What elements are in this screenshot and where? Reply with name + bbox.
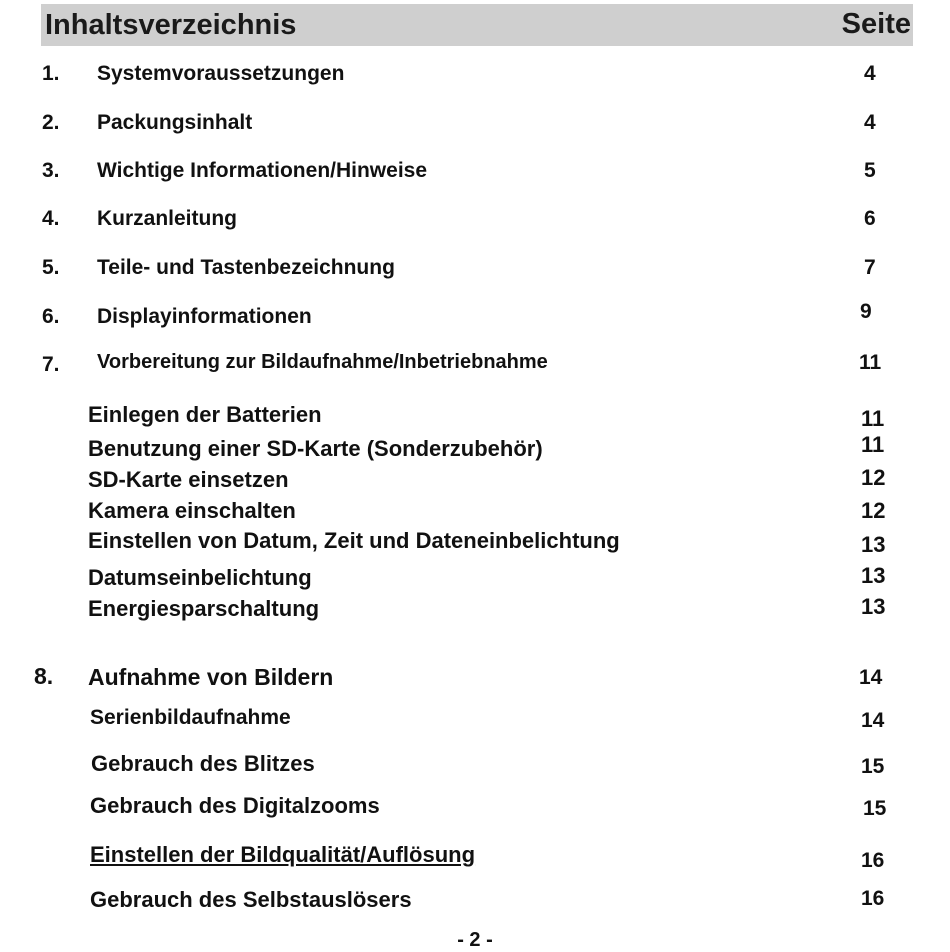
toc-subentry-title[interactable]: Gebrauch des Blitzes <box>91 751 315 776</box>
toc-number: 3. <box>42 159 60 182</box>
toc-heading: Inhaltsverzeichnis <box>45 9 297 41</box>
toc-subentry-page: 12 <box>861 498 886 523</box>
toc-number: 8. <box>34 663 54 689</box>
toc-subentry-title[interactable]: Gebrauch des Selbstauslösers <box>90 887 412 912</box>
toc-subentry-title[interactable]: Energiesparschaltung <box>88 596 320 621</box>
toc-entry-title[interactable]: Packungsinhalt <box>97 111 253 134</box>
toc-entry-title[interactable]: Aufnahme von Bildern <box>88 664 334 690</box>
toc-subentry-title[interactable]: Einstellen der Bildqualität/Auflösung <box>90 842 476 867</box>
toc-subentry-page: 16 <box>861 887 885 910</box>
toc-entry-title[interactable]: Vorbereitung zur Bildaufnahme/Inbetriebnahme <box>97 351 548 373</box>
toc-subentry-page: 14 <box>861 709 885 732</box>
toc-subentry-page: 12 <box>861 465 886 490</box>
toc-entry-page: 6 <box>864 207 876 230</box>
toc-subentry-page: 11 <box>861 406 885 431</box>
toc-number: 6. <box>42 305 60 328</box>
toc-entry-title[interactable]: Kurzanleitung <box>97 207 237 230</box>
toc-subentry-page: 13 <box>861 563 886 588</box>
toc-subentry-title[interactable]: Benutzung einer SD-Karte (Sonderzubehör) <box>88 436 543 461</box>
toc-subentry-title[interactable]: Datumseinbelichtung <box>88 565 312 590</box>
toc-subentry-title[interactable]: Kamera einschalten <box>88 498 296 523</box>
toc-subentry-page: 15 <box>861 755 885 778</box>
toc-subentry-page: 16 <box>861 849 885 872</box>
toc-entry-title[interactable]: Wichtige Informationen/Hinweise <box>97 159 428 182</box>
toc-subentry-title[interactable]: Einstellen von Datum, Zeit und Dateneinbelichtung <box>88 528 620 553</box>
toc-entry-page: 11 <box>859 351 882 374</box>
toc-subentry-page: 13 <box>861 594 886 619</box>
toc-entry-title[interactable]: Displayinformationen <box>97 305 312 328</box>
toc-subentry-page: 11 <box>861 432 885 457</box>
page-column-heading: Seite <box>841 8 911 40</box>
toc-subentry-title[interactable]: Serienbildaufnahme <box>90 706 291 729</box>
toc-subentry-page: 15 <box>863 797 887 820</box>
toc-entry-page: 14 <box>859 666 883 689</box>
toc-entry-page: 4 <box>864 62 876 85</box>
toc-entry-page: 5 <box>864 159 876 182</box>
toc-number: 5. <box>42 256 60 279</box>
toc-number: 4. <box>42 207 60 230</box>
toc-entry-title[interactable]: Teile- und Tastenbezeichnung <box>97 256 395 279</box>
toc-number: 1. <box>42 62 60 85</box>
toc-entry-page: 9 <box>860 300 872 323</box>
toc-subentry-title[interactable]: SD-Karte einsetzen <box>88 467 289 492</box>
toc-subentry-title[interactable]: Gebrauch des Digitalzooms <box>90 793 380 818</box>
toc-number: 7. <box>42 353 60 376</box>
toc-entry-page: 7 <box>864 256 876 279</box>
toc-subentry-page: 13 <box>861 532 886 557</box>
toc-subentry-title[interactable]: Einlegen der Batterien <box>88 402 322 427</box>
page-number: - 2 - <box>457 929 493 951</box>
toc-entry-title[interactable]: Systemvoraussetzungen <box>97 62 345 85</box>
toc-number: 2. <box>42 111 60 134</box>
toc-entry-page: 4 <box>864 111 876 134</box>
toc-header-bar <box>41 4 913 46</box>
